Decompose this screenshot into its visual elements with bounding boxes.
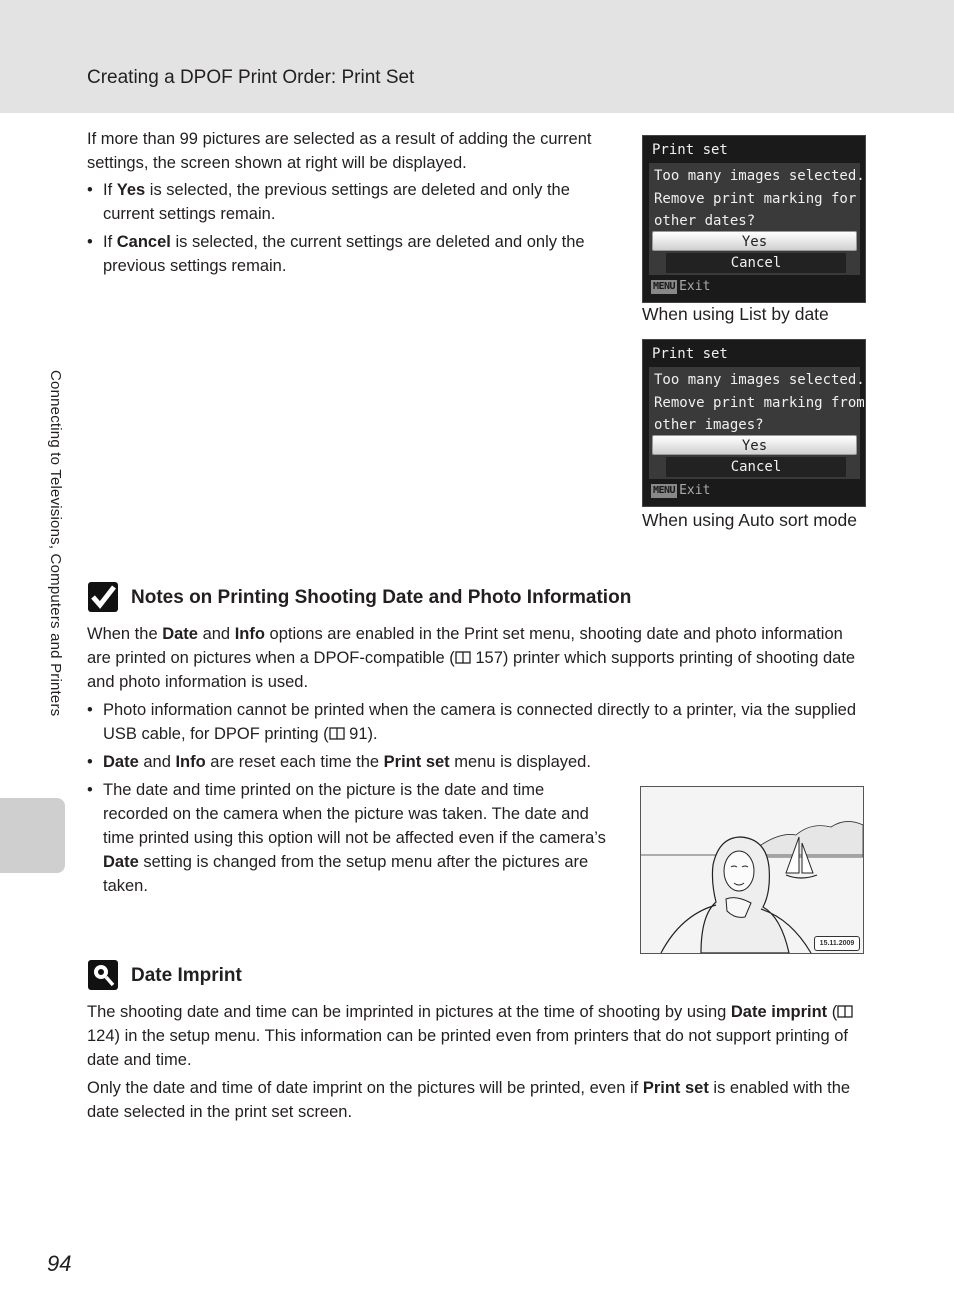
cancel-option[interactable]: Cancel xyxy=(666,457,846,477)
camera-screen-list-by-date xyxy=(642,135,866,303)
menu-button-icon: MENU xyxy=(653,280,676,292)
yes-option[interactable]: Yes xyxy=(652,231,857,251)
intro-paragraph: If more than 99 pictures are selected as a result of adding the current settings, the screen shown at right will be displayed. xyxy=(87,130,592,172)
intro-bullet-cancel: • If Cancel is selected, the current settings are deleted and only the previous settings remain. xyxy=(87,230,608,278)
illustration-woman-sailboat xyxy=(641,787,863,953)
reference-book-icon xyxy=(837,1005,853,1018)
dialog-message: Too many images selected. Remove print marking from other images? xyxy=(654,372,865,433)
date-imprint-paragraph-1: The shooting date and time can be imprinted in pictures at the time of shooting by using Date imprint ( 124) in the setup menu. This information can be printed even from printers that do not support printing of date and time. xyxy=(87,1000,867,1072)
notes-section-title: Notes on Printing Shooting Date and Photo Information xyxy=(131,587,632,608)
date-imprint-section-title: Date Imprint xyxy=(131,965,242,986)
example-photo-with-date-imprint xyxy=(640,786,864,954)
reference-book-icon xyxy=(329,727,345,740)
intro-bullet-yes: • If Yes is selected, the previous settings are deleted and only the current settings remain. xyxy=(87,178,608,226)
exit-hint: MENU Exit xyxy=(653,279,711,294)
page-header-title: Creating a DPOF Print Order: Print Set xyxy=(87,67,415,88)
yes-option[interactable]: Yes xyxy=(652,435,857,455)
page-number: 94 xyxy=(47,1251,72,1276)
dialog-panel xyxy=(649,367,865,479)
camera-screen-auto-sort xyxy=(642,339,866,507)
menu-button-icon: MENU xyxy=(653,484,676,496)
header-band xyxy=(0,0,954,113)
notes-bullet-photo-info: • Photo information cannot be printed when the camera is connected directly to a printer, via the supplied USB cable, for DPOF printing ( 91). xyxy=(87,698,868,746)
date-imprint-paragraph-2: Only the date and time of date imprint on the pictures will be printed, even if Print set is enabled with the date selected in the print set screen. xyxy=(87,1079,851,1121)
screen-caption-auto-sort: When using Auto sort mode xyxy=(642,510,857,530)
reference-book-icon xyxy=(455,651,471,664)
exit-hint: MENU Exit xyxy=(653,483,711,498)
date-imprint-stamp: 15.11.2009 xyxy=(814,936,860,951)
dialog-message: Too many images selected. Remove print marking for other dates? xyxy=(654,168,865,229)
notes-bullet-date-time: • The date and time printed on the picture is the date and time recorded on the camera when the picture was taken. The date and time printed using this option will not be affected even if the camera’s Date setting is changed from the setup menu after the pictures are taken. xyxy=(87,778,613,898)
screen-caption-list-by-date: When using List by date xyxy=(642,304,829,324)
checkmark-note-icon xyxy=(88,582,118,612)
screen-title: Print set xyxy=(652,346,728,362)
notes-paragraph: When the Date and Info options are enabled in the Print set menu, shooting date and photo information are printed on pictures when a DPOF-compatible ( 157) printer which supports printing of shooting date and photo information is used. xyxy=(87,625,856,691)
side-tab-marker xyxy=(0,798,65,873)
dialog-panel xyxy=(649,163,865,275)
magnifier-tip-icon xyxy=(88,960,118,990)
side-tab-label: Connecting to Televisions, Computers and Printers xyxy=(47,370,64,717)
screen-title: Print set xyxy=(652,142,728,158)
notes-bullet-reset: • Date and Info are reset each time the Print set menu is displayed. xyxy=(87,750,868,774)
cancel-option[interactable]: Cancel xyxy=(666,253,846,273)
